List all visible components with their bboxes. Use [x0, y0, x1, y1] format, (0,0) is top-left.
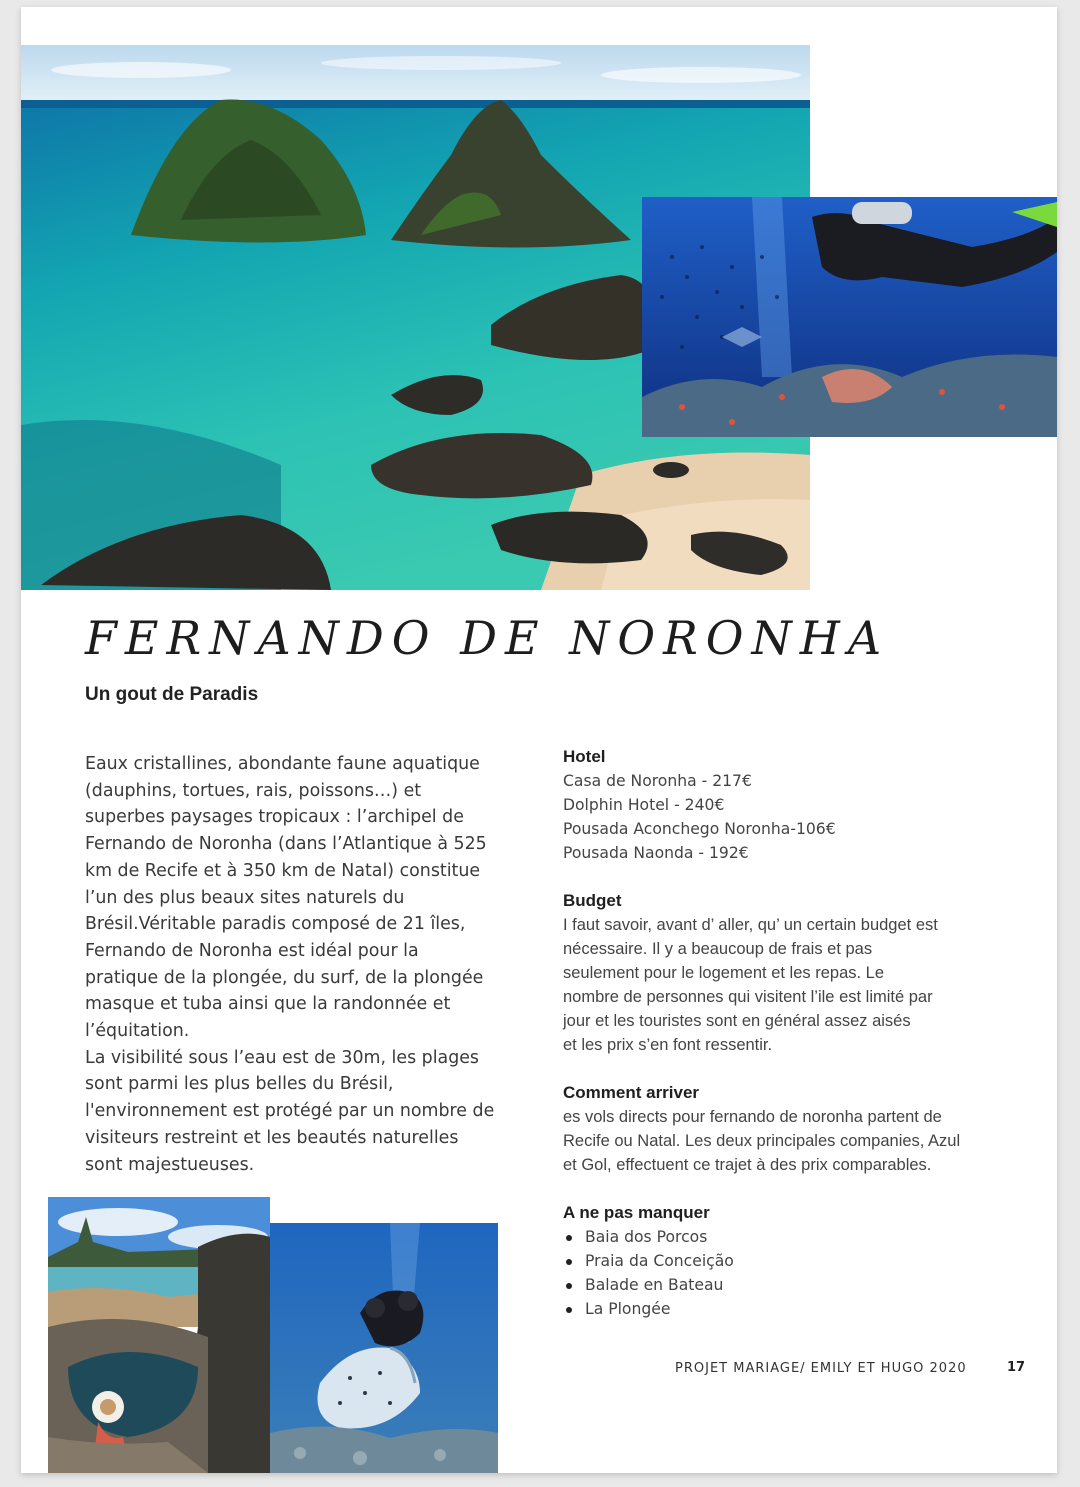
page-number: 17 [1007, 1360, 1026, 1375]
page-title: FERNANDO DE NORONHA [85, 611, 890, 665]
hotel-item: Pousada Naonda - 192€ [563, 844, 749, 862]
budget-line: et les prix s’en font ressentir. [563, 1036, 773, 1054]
budget-line: seulement pour le logement et les repas. Le [563, 964, 885, 982]
arrival-section [563, 1081, 1003, 1177]
intro-line: (dauphins, tortues, rais, poissons…) et [85, 780, 422, 801]
intro-line: sont parmi les plus belles du Brésil, [85, 1074, 394, 1095]
budget-line: jour et les touristes sont en général assez aisés [563, 1012, 911, 1030]
arrival-line: es vols directs pour fernando de noronha partent de [563, 1108, 942, 1126]
arrival-heading: Comment arriver [563, 1083, 700, 1102]
scuba-diver-photo [642, 197, 1057, 437]
coast-pool-photo [48, 1197, 270, 1473]
arrival-line: et Gol, effectuent ce trajet à des prix comparables. [563, 1156, 932, 1174]
list-item: Baia dos Porcos [585, 1225, 1003, 1249]
must-see-heading: A ne pas manquer [563, 1203, 710, 1222]
intro-line: Fernando de Noronha (dans l’Atlantique à 525 [85, 834, 487, 855]
intro-line: masque et tuba ainsi que la randonnée et [85, 994, 451, 1015]
manta-ray-diver-photo [270, 1223, 498, 1473]
intro-line: sont majestueuses. [85, 1154, 255, 1175]
hotel-item: Pousada Aconchego Noronha-106€ [563, 820, 836, 838]
intro-line: superbes paysages tropicaux : l’archipel de [85, 807, 464, 828]
arrival-line: Recife ou Natal. Les deux principales companies, Azul [563, 1132, 961, 1150]
intro-paragraph [85, 751, 525, 1178]
hotel-section [563, 745, 1003, 865]
budget-line: nombre de personnes qui visitent l’ile est limité par [563, 988, 933, 1006]
intro-line: l’équitation. [85, 1021, 190, 1042]
intro-line: Eaux cristallines, abondante faune aquatique [85, 754, 480, 774]
budget-line: I faut savoir, avant d’ aller, qu’ un certain budget est [563, 916, 938, 934]
intro-line: visiteurs restreint et les beautés naturelles [85, 1127, 459, 1148]
hotel-item: Casa de Noronha - 217€ [563, 772, 752, 790]
list-item: Balade en Bateau [585, 1273, 1003, 1297]
info-column [563, 745, 1003, 1345]
intro-line: Fernando de Noronha est idéal pour la [85, 940, 419, 961]
budget-section [563, 889, 1003, 1057]
hotel-heading: Hotel [563, 747, 606, 766]
intro-line: La visibilité sous l’eau est de 30m, les plages [85, 1047, 479, 1068]
must-see-section [563, 1201, 1003, 1321]
list-item: Praia da Conceição [585, 1249, 1003, 1273]
intro-line: Brésil.Véritable paradis composé de 21 îles, [85, 914, 466, 935]
budget-line: nécessaire. Il y a beaucoup de frais et pas [563, 940, 873, 958]
intro-line: l'environnement est protégé par un nombre de [85, 1101, 495, 1122]
list-item: La Plongée [585, 1297, 1003, 1321]
intro-line: km de Recife et à 350 km de Natal) constitue [85, 860, 481, 881]
budget-heading: Budget [563, 891, 622, 910]
hotel-item: Dolphin Hotel - 240€ [563, 796, 725, 814]
subtitle: Un gout de Paradis [85, 684, 259, 705]
brochure-page [21, 7, 1057, 1473]
intro-line: l’un des plus beaux sites naturels du [85, 887, 405, 908]
footer-title: PROJET MARIAGE/ EMILY ET HUGO 2020 [675, 1361, 967, 1376]
must-see-list [563, 1225, 1003, 1321]
intro-line: pratique de la plongée, du surf, de la plongée [85, 967, 484, 988]
